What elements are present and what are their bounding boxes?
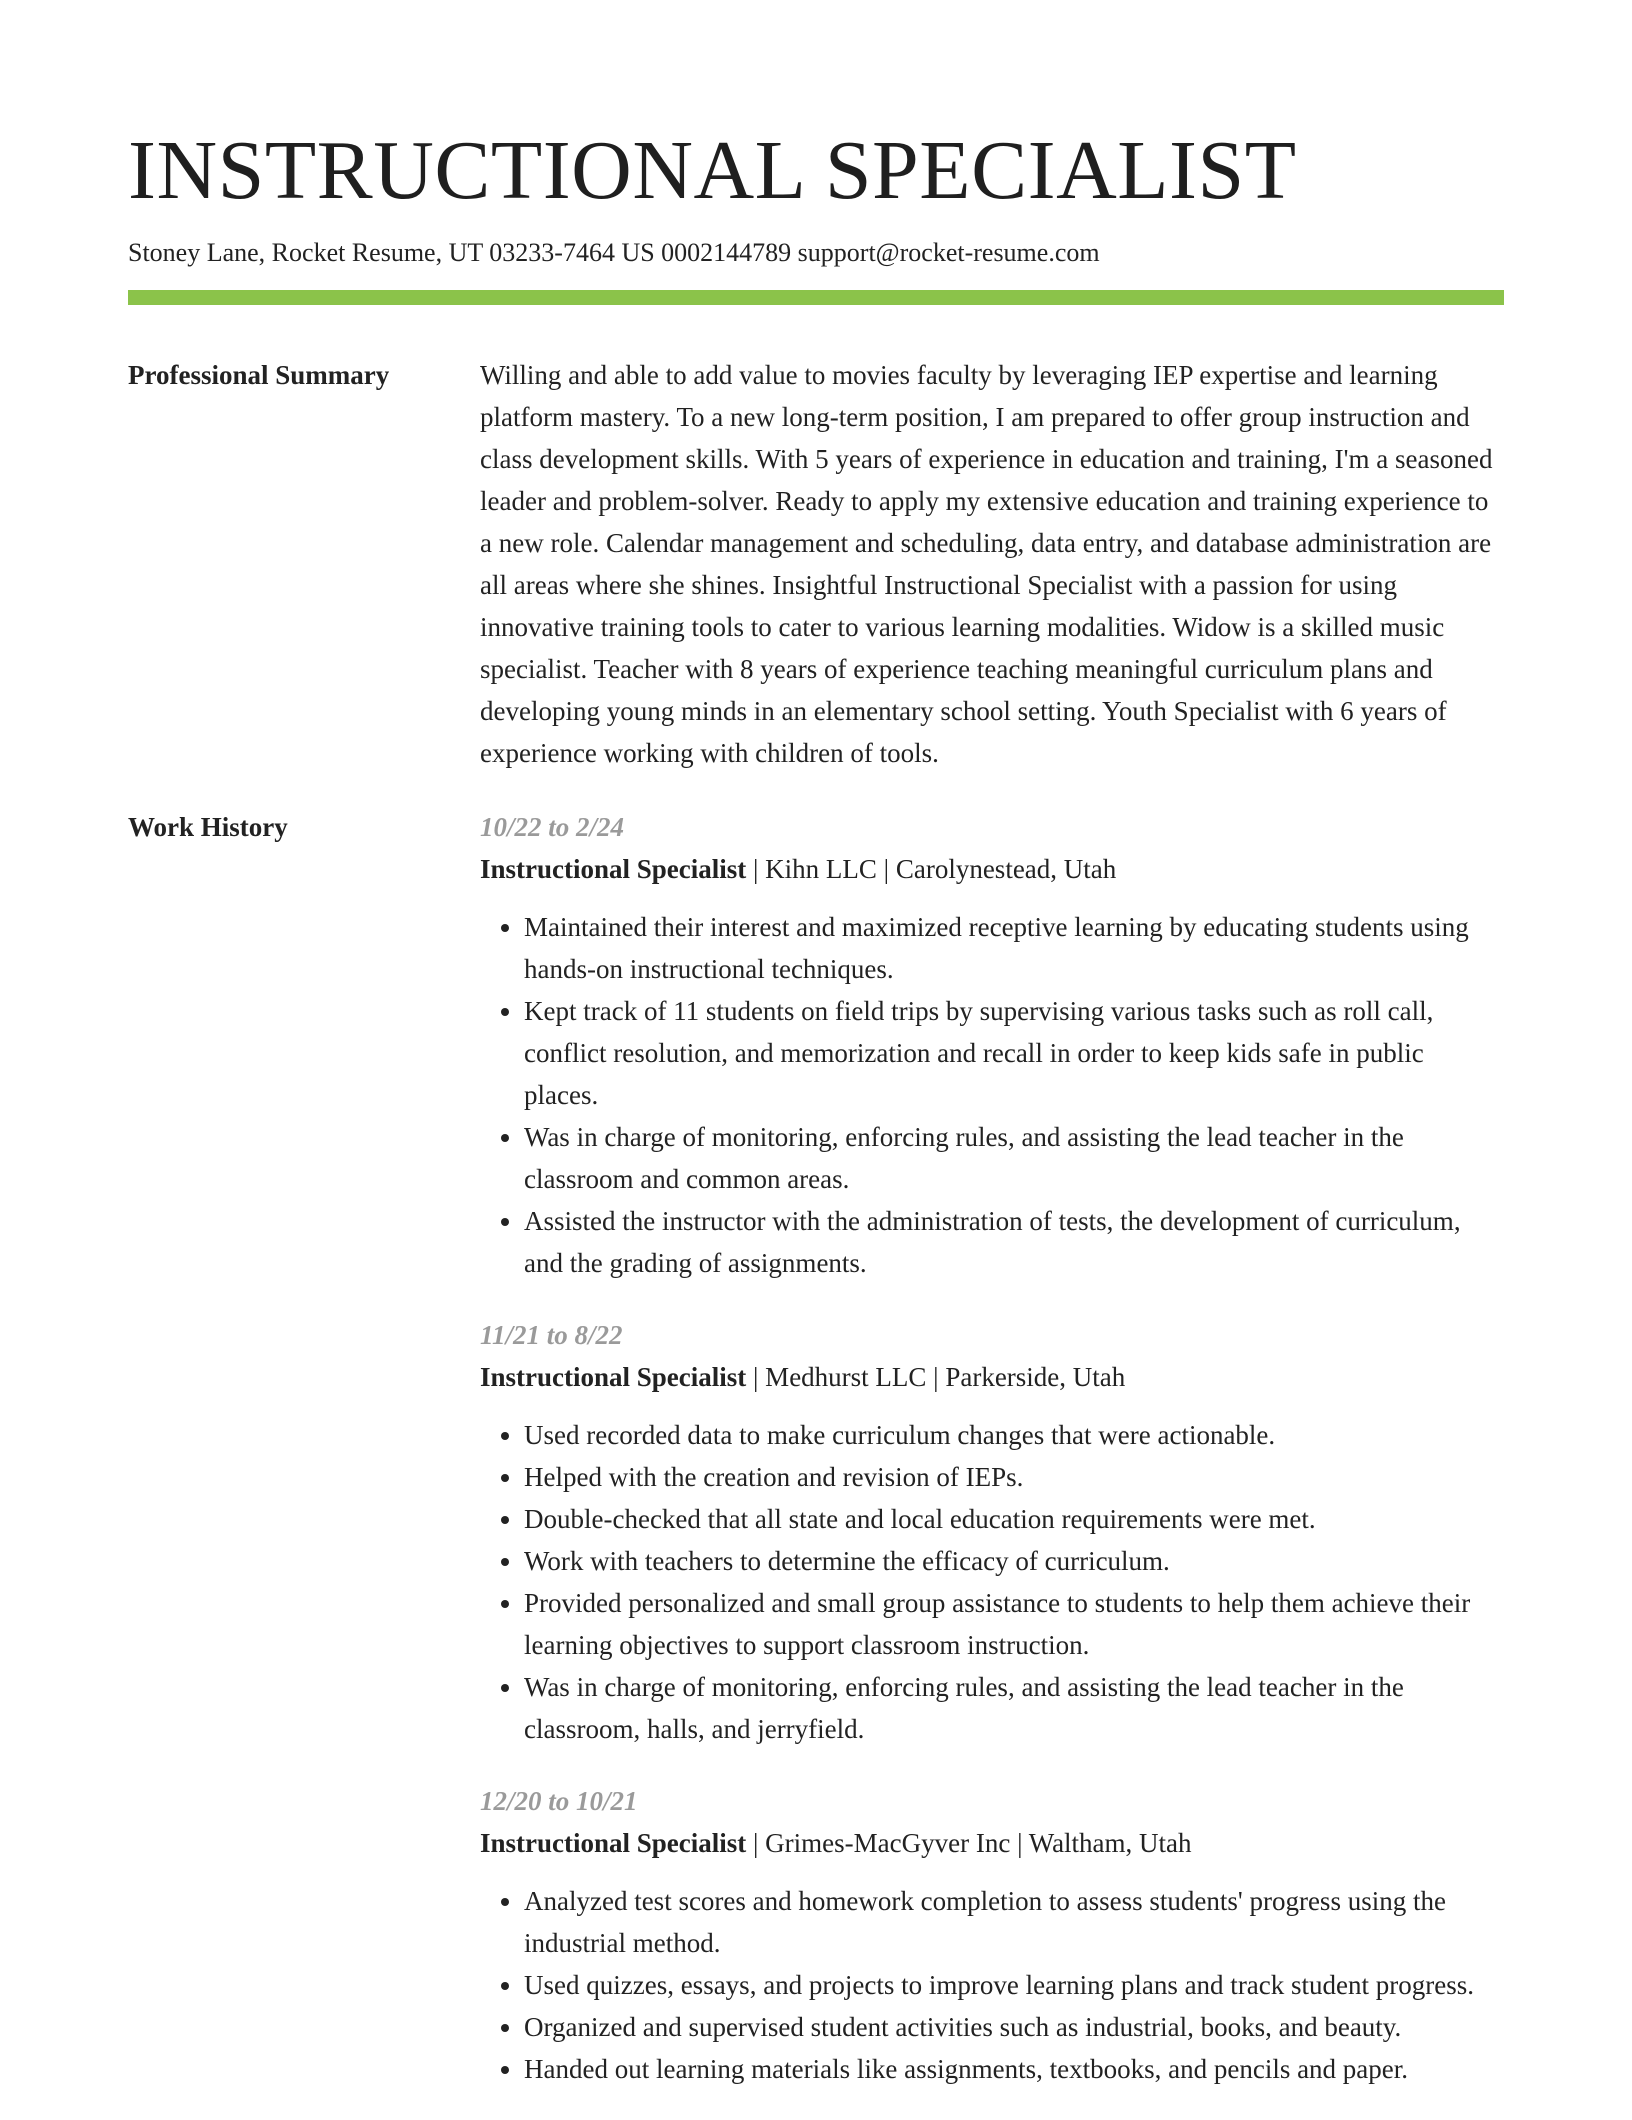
resume-name: INSTRUCTIONAL SPECIALIST: [128, 124, 1297, 217]
job-dates: 11/21 to 8/22: [480, 1320, 623, 1350]
job-bullet: • Analyzed test scores and homework completion to assess students' progress using the industrial method.: [524, 1880, 1504, 1964]
job-title: Instructional Specialist: [480, 1362, 747, 1392]
job-bullets: [480, 1414, 1504, 1750]
contact-info: Stoney Lane, Rocket Resume, UT 03233-7464 US 0002144789 support@rocket-resume.com: [128, 238, 1100, 267]
job-company-location: | Grimes-MacGyver Inc | Waltham, Utah: [746, 1828, 1192, 1858]
job-title: Instructional Specialist: [480, 854, 747, 884]
job-bullet: • Maintained their interest and maximized receptive learning by educating students using hands-on instructional techniques.: [524, 906, 1504, 990]
summary-text: Willing and able to add value to movies faculty by leveraging IEP expertise and learning platform mastery. To a new long-term position, I am prepared to offer group instruction and class development skills. With 5 years of experience in education and training, I'm a seasoned leader and problem-solver. Ready to apply my extensive education and training experience to a new role. Calendar management and scheduling, data entry, and database administration are all areas where she shines. Insightful Instructional Specialist with a passion for using innovative training tools to cater to various learning modalities. Widow is a skilled music specialist. Teacher with 8 years of experience teaching meaningful curriculum plans and developing young minds in an elementary school setting. Youth Specialist with 6 years of experience working with children of tools.: [480, 360, 1493, 768]
job-heading: [480, 848, 1504, 890]
resume-page: [128, 118, 1504, 2120]
summary-body: [480, 354, 1504, 774]
job-company-location: | Medhurst LLC | Parkerside, Utah: [746, 1362, 1126, 1392]
section-label-work-history: Work History: [128, 812, 288, 842]
job-bullet: • Was in charge of monitoring, enforcing rules, and assisting the lead teacher in the classroom and common areas.: [524, 1116, 1504, 1200]
job-bullets: [480, 1880, 1504, 2090]
section-label-summary: Professional Summary: [128, 360, 390, 390]
job-entry: [480, 806, 1504, 1284]
job-heading: [480, 1822, 1504, 1864]
professional-summary-section: [128, 354, 1504, 774]
job-dates: 10/22 to 2/24: [480, 812, 625, 842]
job-bullet: • Double-checked that all state and local education requirements were met.: [524, 1498, 1504, 1540]
job-bullet: • Helped with the creation and revision of IEPs.: [524, 1456, 1504, 1498]
job-entry: [480, 1780, 1504, 2090]
job-bullet: • Provided personalized and small group assistance to students to help them achieve their learning objectives to support classroom instruction.: [524, 1582, 1504, 1666]
job-bullet: • Kept track of 11 students on field trips by supervising various tasks such as roll call, conflict resolution, and memorization and recall in order to keep kids safe in public places.: [524, 990, 1504, 1116]
work-history-body: [480, 806, 1504, 2120]
job-dates: 12/20 to 10/21: [480, 1786, 638, 1816]
job-bullet: • Handed out learning materials like assignments, textbooks, and pencils and paper.: [524, 2048, 1504, 2090]
job-bullet: • Was in charge of monitoring, enforcing rules, and assisting the lead teacher in the classroom, halls, and jerryfield.: [524, 1666, 1504, 1750]
job-bullet: • Organized and supervised student activities such as industrial, books, and beauty.: [524, 2006, 1504, 2048]
job-bullet: • Used recorded data to make curriculum changes that were actionable.: [524, 1414, 1504, 1456]
job-bullet: • Work with teachers to determine the efficacy of curriculum.: [524, 1540, 1504, 1582]
job-heading: [480, 1356, 1504, 1398]
work-history-section: [128, 806, 1504, 2120]
job-title: Instructional Specialist: [480, 1828, 747, 1858]
job-company-location: | Kihn LLC | Carolynestead, Utah: [746, 854, 1117, 884]
job-entry: [480, 1314, 1504, 1750]
job-bullets: [480, 906, 1504, 1284]
job-bullet: • Assisted the instructor with the administration of tests, the development of curriculum, and the grading of assignments.: [524, 1200, 1504, 1284]
job-bullet: • Used quizzes, essays, and projects to improve learning plans and track student progress.: [524, 1964, 1504, 2006]
header-divider: [128, 290, 1504, 305]
